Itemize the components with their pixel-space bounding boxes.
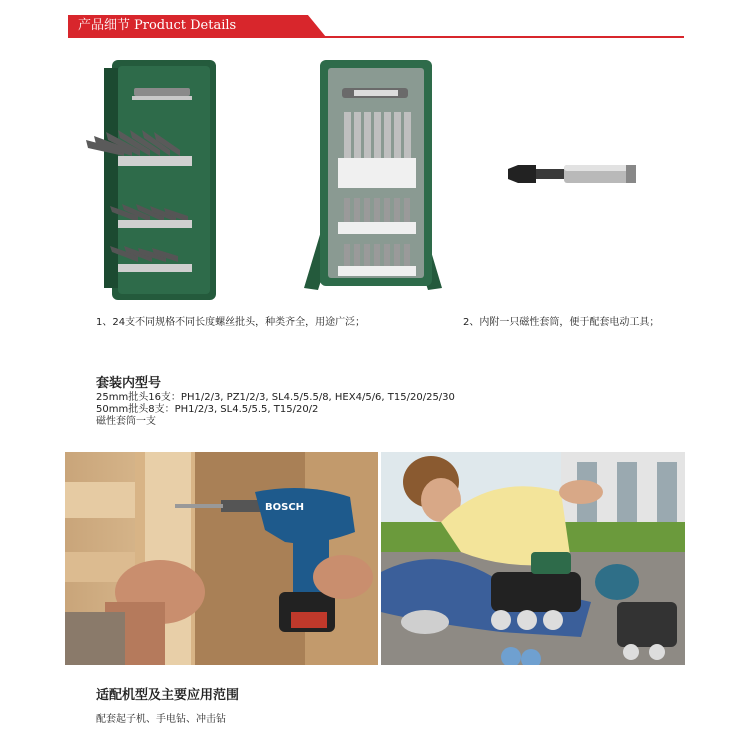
- kit-line-1: 25mm批头16支：PH1/2/3, PZ1/2/3, SL4.5/5.5/8, HEX4/5/6, T15/20/25/30: [96, 392, 455, 403]
- page-title: [78, 17, 236, 35]
- bit-set-case-open-image: [84, 58, 224, 303]
- bit-set-case-front-image: [298, 58, 448, 293]
- drill-in-use-photo: [65, 452, 378, 665]
- page-title-cn: 产品细节: [78, 18, 131, 33]
- page-title-en: Product Details: [134, 18, 237, 33]
- magnetic-bit-holder-image: [506, 160, 640, 190]
- bosch-brand-mark: BOSCH: [265, 502, 305, 513]
- kit-title: 套装内型号: [96, 376, 162, 391]
- kit-line-2: 50mm批头8支：PH1/2/3, SL4.5/5.5, T15/20/2: [96, 404, 319, 415]
- application-title: 适配机型及主要应用范围: [96, 688, 240, 703]
- skate-repair-photo: [381, 452, 685, 665]
- kit-line-3: 磁性套筒一支: [96, 416, 156, 427]
- feature-caption-1: 1、24支不同规格不同长度螺丝批头，种类齐全，用途广泛；: [96, 317, 366, 328]
- application-text: 配套起子机、手电钻、冲击钻: [96, 714, 226, 725]
- feature-caption-2: 2、内附一只磁性套筒，便于配套电动工具；: [463, 317, 660, 328]
